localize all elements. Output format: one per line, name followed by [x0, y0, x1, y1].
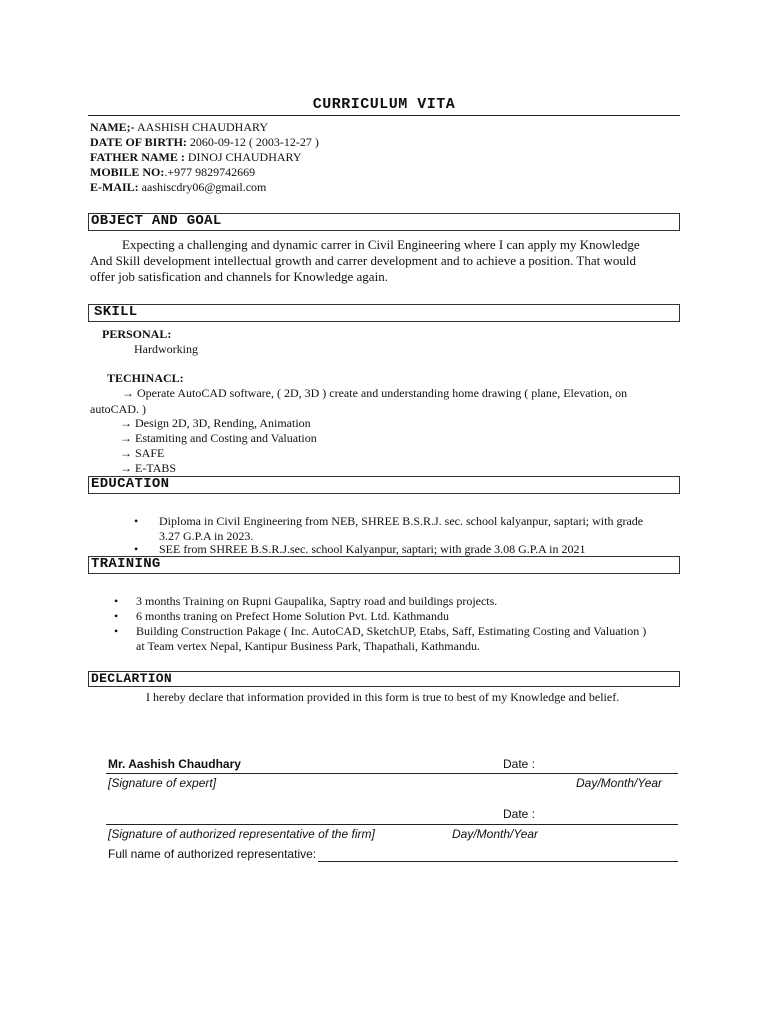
education-heading: EDUCATION: [91, 476, 170, 492]
training-item-3-line-1: Building Construction Pakage ( Inc. AutoCAD, SketchUP, Etabs, Saff, Estimating Costing and Valuation ): [136, 624, 647, 638]
expert-signature-label: [Signature of expert]: [108, 776, 217, 790]
technical-item-3-text: Estamiting and Costing and Valuation: [135, 431, 317, 445]
declaration-text: I hereby declare that information provided in this form is true to best of my Knowledge and belief.: [146, 690, 620, 704]
technical-item-1: [122, 386, 627, 401]
name-value: AASHISH CHAUDHARY: [137, 120, 269, 134]
technical-item-1-text: Operate AutoCAD software, ( 2D, 3D ) create and understanding home drawing ( plane, Elevation, on: [137, 386, 628, 400]
objective-heading: OBJECT AND GOAL: [91, 213, 222, 229]
education-item-1-line-1: Diploma in Civil Engineering from NEB, SHREE B.S.R.J. sec. school kalyanpur, saptari; with grade: [159, 514, 644, 528]
dob-label: DATE OF BIRTH:: [90, 135, 187, 149]
dob-line: [90, 135, 319, 150]
date-format-2: Day/Month/Year: [452, 827, 539, 841]
email-value: aashiscdry06@gmail.com: [141, 180, 267, 194]
father-value: DINOJ CHAUDHARY: [187, 150, 302, 164]
objective-line-2: And Skill development intellectual growth and carrer development and to achieve a position. That would: [90, 253, 636, 268]
education-item-2: SEE from SHREE B.S.R.J.sec. school Kalyanpur, saptari; with grade 3.08 G.P.A in 2021: [159, 542, 586, 556]
email-label: E-MAIL:: [90, 180, 139, 194]
training-section-header: [88, 556, 680, 574]
representative-signature-label: [Signature of authorized representative of the firm]: [108, 827, 375, 841]
arrow-icon: →: [120, 461, 132, 475]
skill-section-header: [88, 304, 680, 322]
date-label-1: Date :: [503, 757, 536, 771]
signature-line-2: [106, 824, 678, 825]
full-name-line: [318, 861, 678, 862]
name-line: [90, 120, 268, 135]
objective-line-3: offer job satisfication and channels for Knowledge again.: [90, 269, 388, 284]
technical-item-5: [120, 461, 176, 476]
arrow-icon: →: [122, 386, 134, 400]
arrow-icon: →: [120, 446, 132, 460]
declaration-section-header: [88, 671, 680, 687]
training-bullet-1: •: [114, 594, 119, 608]
full-name-label: Full name of authorized representative:: [108, 847, 317, 861]
training-item-1: 3 months Training on Rupni Gaupalika, Saptry road and buildings projects.: [136, 594, 498, 608]
technical-item-5-text: E-TABS: [135, 461, 177, 475]
education-section-header: [88, 476, 680, 494]
technical-item-4-text: SAFE: [135, 446, 165, 460]
dob-value: 2060-09-12 ( 2003-12-27 ): [189, 135, 319, 149]
personal-skill-label: PERSONAL:: [102, 327, 172, 341]
technical-item-4: [120, 446, 164, 461]
technical-item-3: [120, 431, 317, 446]
date-format-1: Day/Month/Year: [576, 776, 663, 790]
page-title: CURRICULUM VITA: [312, 96, 456, 113]
education-item-1-line-2: 3.27 G.P.A in 2023.: [159, 529, 254, 543]
mobile-line: [90, 165, 255, 180]
objective-section-header: [88, 213, 680, 231]
technical-skill-label: TECHINACL:: [107, 371, 184, 385]
training-bullet-3: •: [114, 624, 119, 638]
applicant-name: Mr. Aashish Chaudhary: [108, 757, 241, 771]
technical-item-2: [120, 416, 311, 431]
date-label-2: Date :: [503, 807, 536, 821]
training-item-2: 6 months traning on Prefect Home Solution Pvt. Ltd. Kathmandu: [136, 609, 449, 623]
skill-heading: SKILL: [94, 304, 138, 320]
education-bullet-2: •: [134, 542, 139, 556]
personal-skill-item: Hardworking: [134, 342, 198, 356]
training-bullet-2: •: [114, 609, 119, 623]
arrow-icon: →: [120, 416, 132, 430]
email-line: [90, 180, 266, 195]
education-bullet-1: •: [134, 514, 139, 528]
technical-item-2-text: Design 2D, 3D, Rending, Animation: [135, 416, 311, 430]
title-divider: [88, 115, 680, 116]
signature-line-1: [106, 773, 678, 774]
mobile-value: .+977 9829742669: [164, 165, 256, 179]
arrow-icon: →: [120, 431, 132, 445]
training-item-3-line-2: at Team vertex Nepal, Kantipur Business Park, Thapathali, Kathmandu.: [136, 639, 480, 653]
father-line: [90, 150, 302, 165]
father-label: FATHER NAME :: [90, 150, 185, 164]
objective-line-1: Expecting a challenging and dynamic carrer in Civil Engineering where I can apply my Knowledge: [122, 237, 640, 252]
training-heading: TRAINING: [91, 556, 161, 572]
mobile-label: MOBILE NO:: [90, 165, 165, 179]
declaration-heading: DECLARTION: [91, 671, 173, 686]
name-label: NAME;-: [90, 120, 135, 134]
technical-item-1-cont: autoCAD. ): [90, 402, 146, 416]
